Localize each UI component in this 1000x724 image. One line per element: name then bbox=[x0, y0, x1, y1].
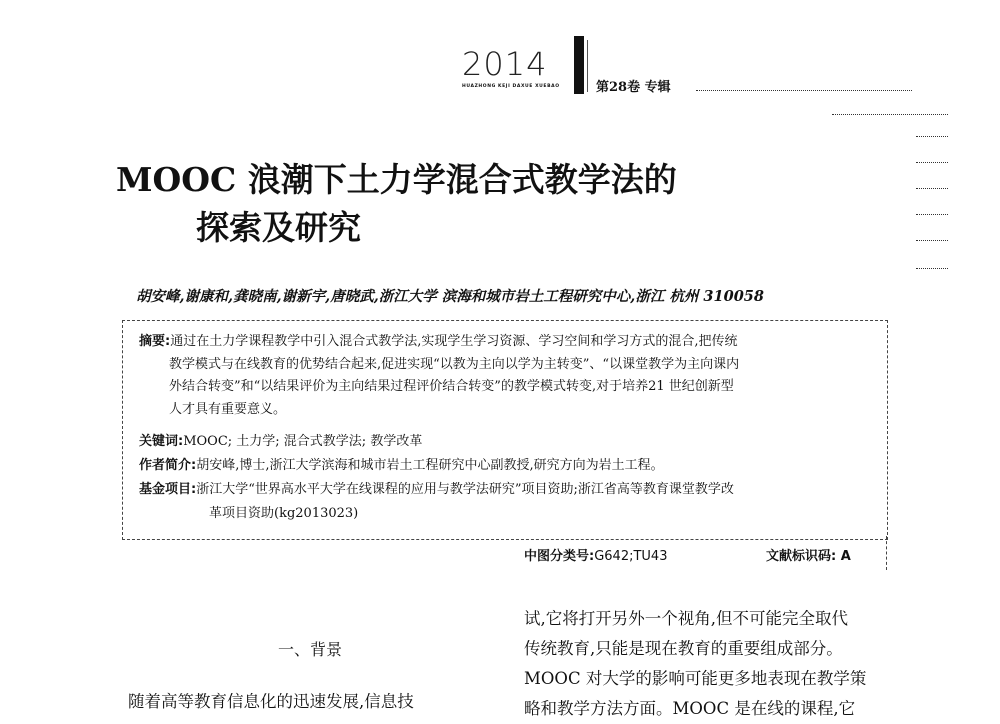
abstract-label: 摘要: bbox=[139, 334, 171, 349]
journal-name: HUAZHONG KEJI DAXUE XUEBAO bbox=[462, 84, 560, 89]
header-divider bbox=[587, 40, 588, 92]
classification-value: G642;TU43 bbox=[594, 549, 668, 564]
classification bbox=[524, 545, 667, 564]
section-heading: 一、背景 bbox=[278, 640, 343, 659]
body-text-right bbox=[524, 604, 890, 724]
body-line: 传统教育,只能是现在教育的重要组成部分。 bbox=[524, 639, 843, 658]
dotted-rule bbox=[916, 268, 948, 269]
funding-label: 基金项目: bbox=[139, 482, 197, 497]
abstract-line: 通过在土力学课程教学中引入混合式教学法,实现学生学习资源、学习空间和学习方式的混合,把传统 bbox=[170, 334, 738, 349]
journal-issue: 第28卷 专辑 bbox=[596, 80, 671, 95]
authors-affiliation: 胡安峰,谢康和,龚晓南,谢新宇,唐晓武,浙江大学 滨海和城市岩土工程研究中心,浙江 杭州 310058 bbox=[136, 288, 764, 305]
header-dotted-rule bbox=[696, 90, 912, 91]
keywords bbox=[139, 431, 422, 453]
document-code bbox=[766, 545, 851, 564]
body-line: MOOC 对大学的影响可能更多地表现在教学策 bbox=[524, 669, 867, 688]
author-bio-value: 胡安峰,博士,浙江大学滨海和城市岩土工程研究中心副教授,研究方向为岩土工程。 bbox=[196, 458, 664, 473]
body-line: 略和教学方法方面。MOOC 是在线的课程,它 bbox=[524, 699, 856, 718]
classification-label: 中图分类号: bbox=[524, 549, 595, 564]
abstract bbox=[139, 331, 874, 421]
journal-year: 2014 bbox=[462, 45, 548, 83]
keywords-value: MOOC; 土力学; 混合式教学法; 教学改革 bbox=[183, 434, 423, 449]
author-bio-label: 作者简介: bbox=[139, 458, 197, 473]
abstract-line: 教学模式与在线教育的优势结合起来,促进实现“以教为主向以学为主转变”、“以课堂教学为主向课内 bbox=[169, 356, 740, 372]
body-text-left: 随着高等教育信息化的迅速发展,信息技 bbox=[128, 692, 414, 711]
funding bbox=[139, 479, 734, 501]
abstract-line: 人才具有重要意义。 bbox=[169, 401, 287, 417]
funding-line1: 浙江大学“世界高水平大学在线课程的应用与教学法研究”项目资助;浙江省高等教育课堂教学改 bbox=[196, 482, 734, 497]
dotted-rule bbox=[832, 114, 948, 115]
paper-title-line2: 探索及研究 bbox=[196, 208, 361, 247]
paper-title-line1: MOOC 浪潮下土力学混合式教学法的 bbox=[116, 160, 677, 199]
keywords-label: 关键词: bbox=[139, 434, 184, 449]
funding-line2: 革项目资助(kg2013023) bbox=[209, 506, 359, 521]
abstract-box bbox=[122, 320, 888, 540]
dotted-rule bbox=[916, 214, 948, 215]
author-bio bbox=[139, 455, 664, 477]
dotted-rule bbox=[916, 162, 948, 163]
dotted-rule bbox=[916, 136, 948, 137]
dotted-rule bbox=[916, 188, 948, 189]
header-bar bbox=[574, 36, 584, 94]
dotted-rule bbox=[916, 240, 948, 241]
document-code-label: 文献标识码: bbox=[766, 549, 837, 564]
abstract-line: 外结合转变”和“以结果评价为主向结果过程评价结合转变”的教学模式转变,对于培养21 世纪创新型 bbox=[169, 379, 734, 394]
box-edge bbox=[886, 536, 887, 570]
document-code-value: A bbox=[840, 549, 851, 564]
body-line: 试,它将打开另外一个视角,但不可能完全取代 bbox=[524, 609, 848, 628]
